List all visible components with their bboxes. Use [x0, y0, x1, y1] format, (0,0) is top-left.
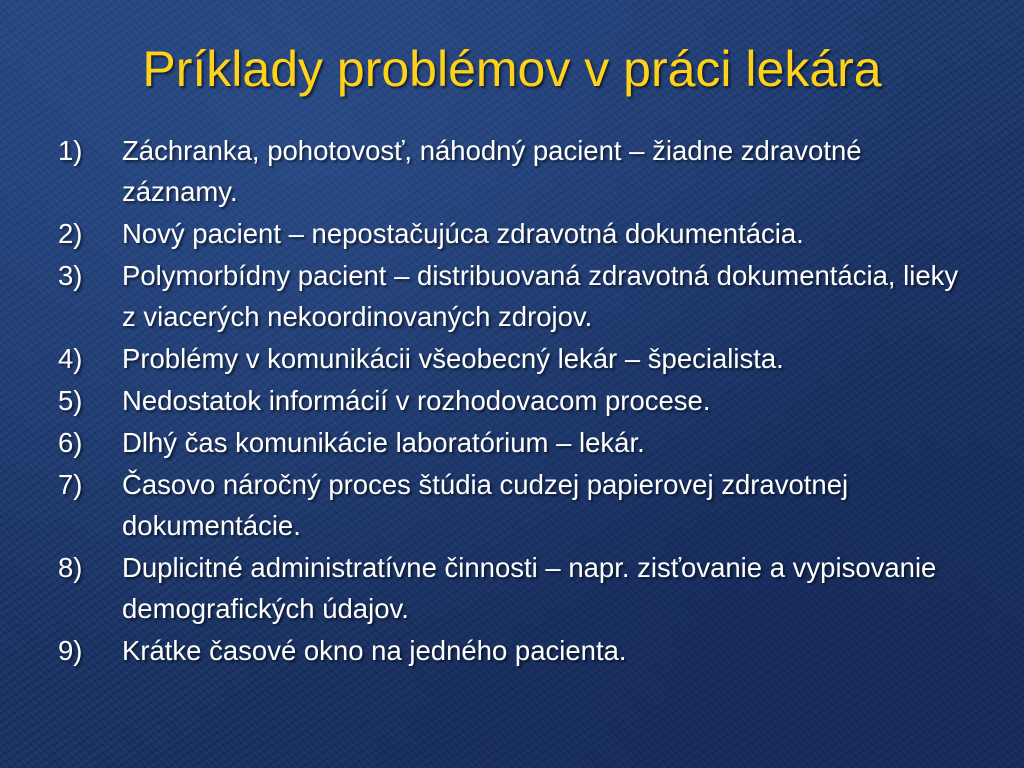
- list-item-text: Nedostatok informácií v rozhodovacom procese.: [122, 385, 711, 416]
- list-item-number: 6): [58, 427, 83, 458]
- list-item-text: Záchranka, pohotovosť, náhodný pacient – žiadne zdravotné záznamy.: [122, 135, 862, 207]
- list-item-number: 2): [58, 218, 83, 249]
- list-item: [58, 380, 978, 421]
- list-item: [58, 547, 978, 629]
- list-item-text: Nový pacient – nepostačujúca zdravotná dokumentácia.: [122, 218, 804, 249]
- list-item: [58, 255, 978, 337]
- list-item-text: Časovo náročný proces štúdia cudzej papierovej zdravotnej dokumentácie.: [122, 469, 849, 541]
- list-item-text: Problémy v komunikácii všeobecný lekár – špecialista.: [122, 343, 784, 374]
- list-item-text: Duplicitné administratívne činnosti – napr. zisťovanie a vypisovanie demografických údajov.: [122, 552, 937, 624]
- list-item: [58, 130, 978, 212]
- list-item-text: Krátke časové okno na jedného pacienta.: [122, 635, 627, 666]
- numbered-list: [58, 130, 978, 672]
- list-item-number: 7): [58, 469, 83, 500]
- list-item: [58, 464, 978, 546]
- list-item-number: 1): [58, 135, 83, 166]
- list-item-number: 8): [58, 552, 83, 583]
- list-item-text: Dlhý čas komunikácie laboratórium – lekár.: [122, 427, 645, 458]
- list-item-number: 3): [58, 260, 83, 291]
- list-item: [58, 630, 978, 671]
- list-item: [58, 422, 978, 463]
- list-item-number: 4): [58, 343, 83, 374]
- list-item: [58, 338, 978, 379]
- slide-title: Príklady problémov v práci lekára: [142, 41, 882, 97]
- list-item-number: 5): [58, 385, 83, 416]
- list-item-text: Polymorbídny pacient – distribuovaná zdravotná dokumentácia, lieky z viacerých nekoordinovaných zdrojov.: [122, 260, 959, 332]
- list-item: [58, 213, 978, 254]
- list-item-number: 9): [58, 635, 83, 666]
